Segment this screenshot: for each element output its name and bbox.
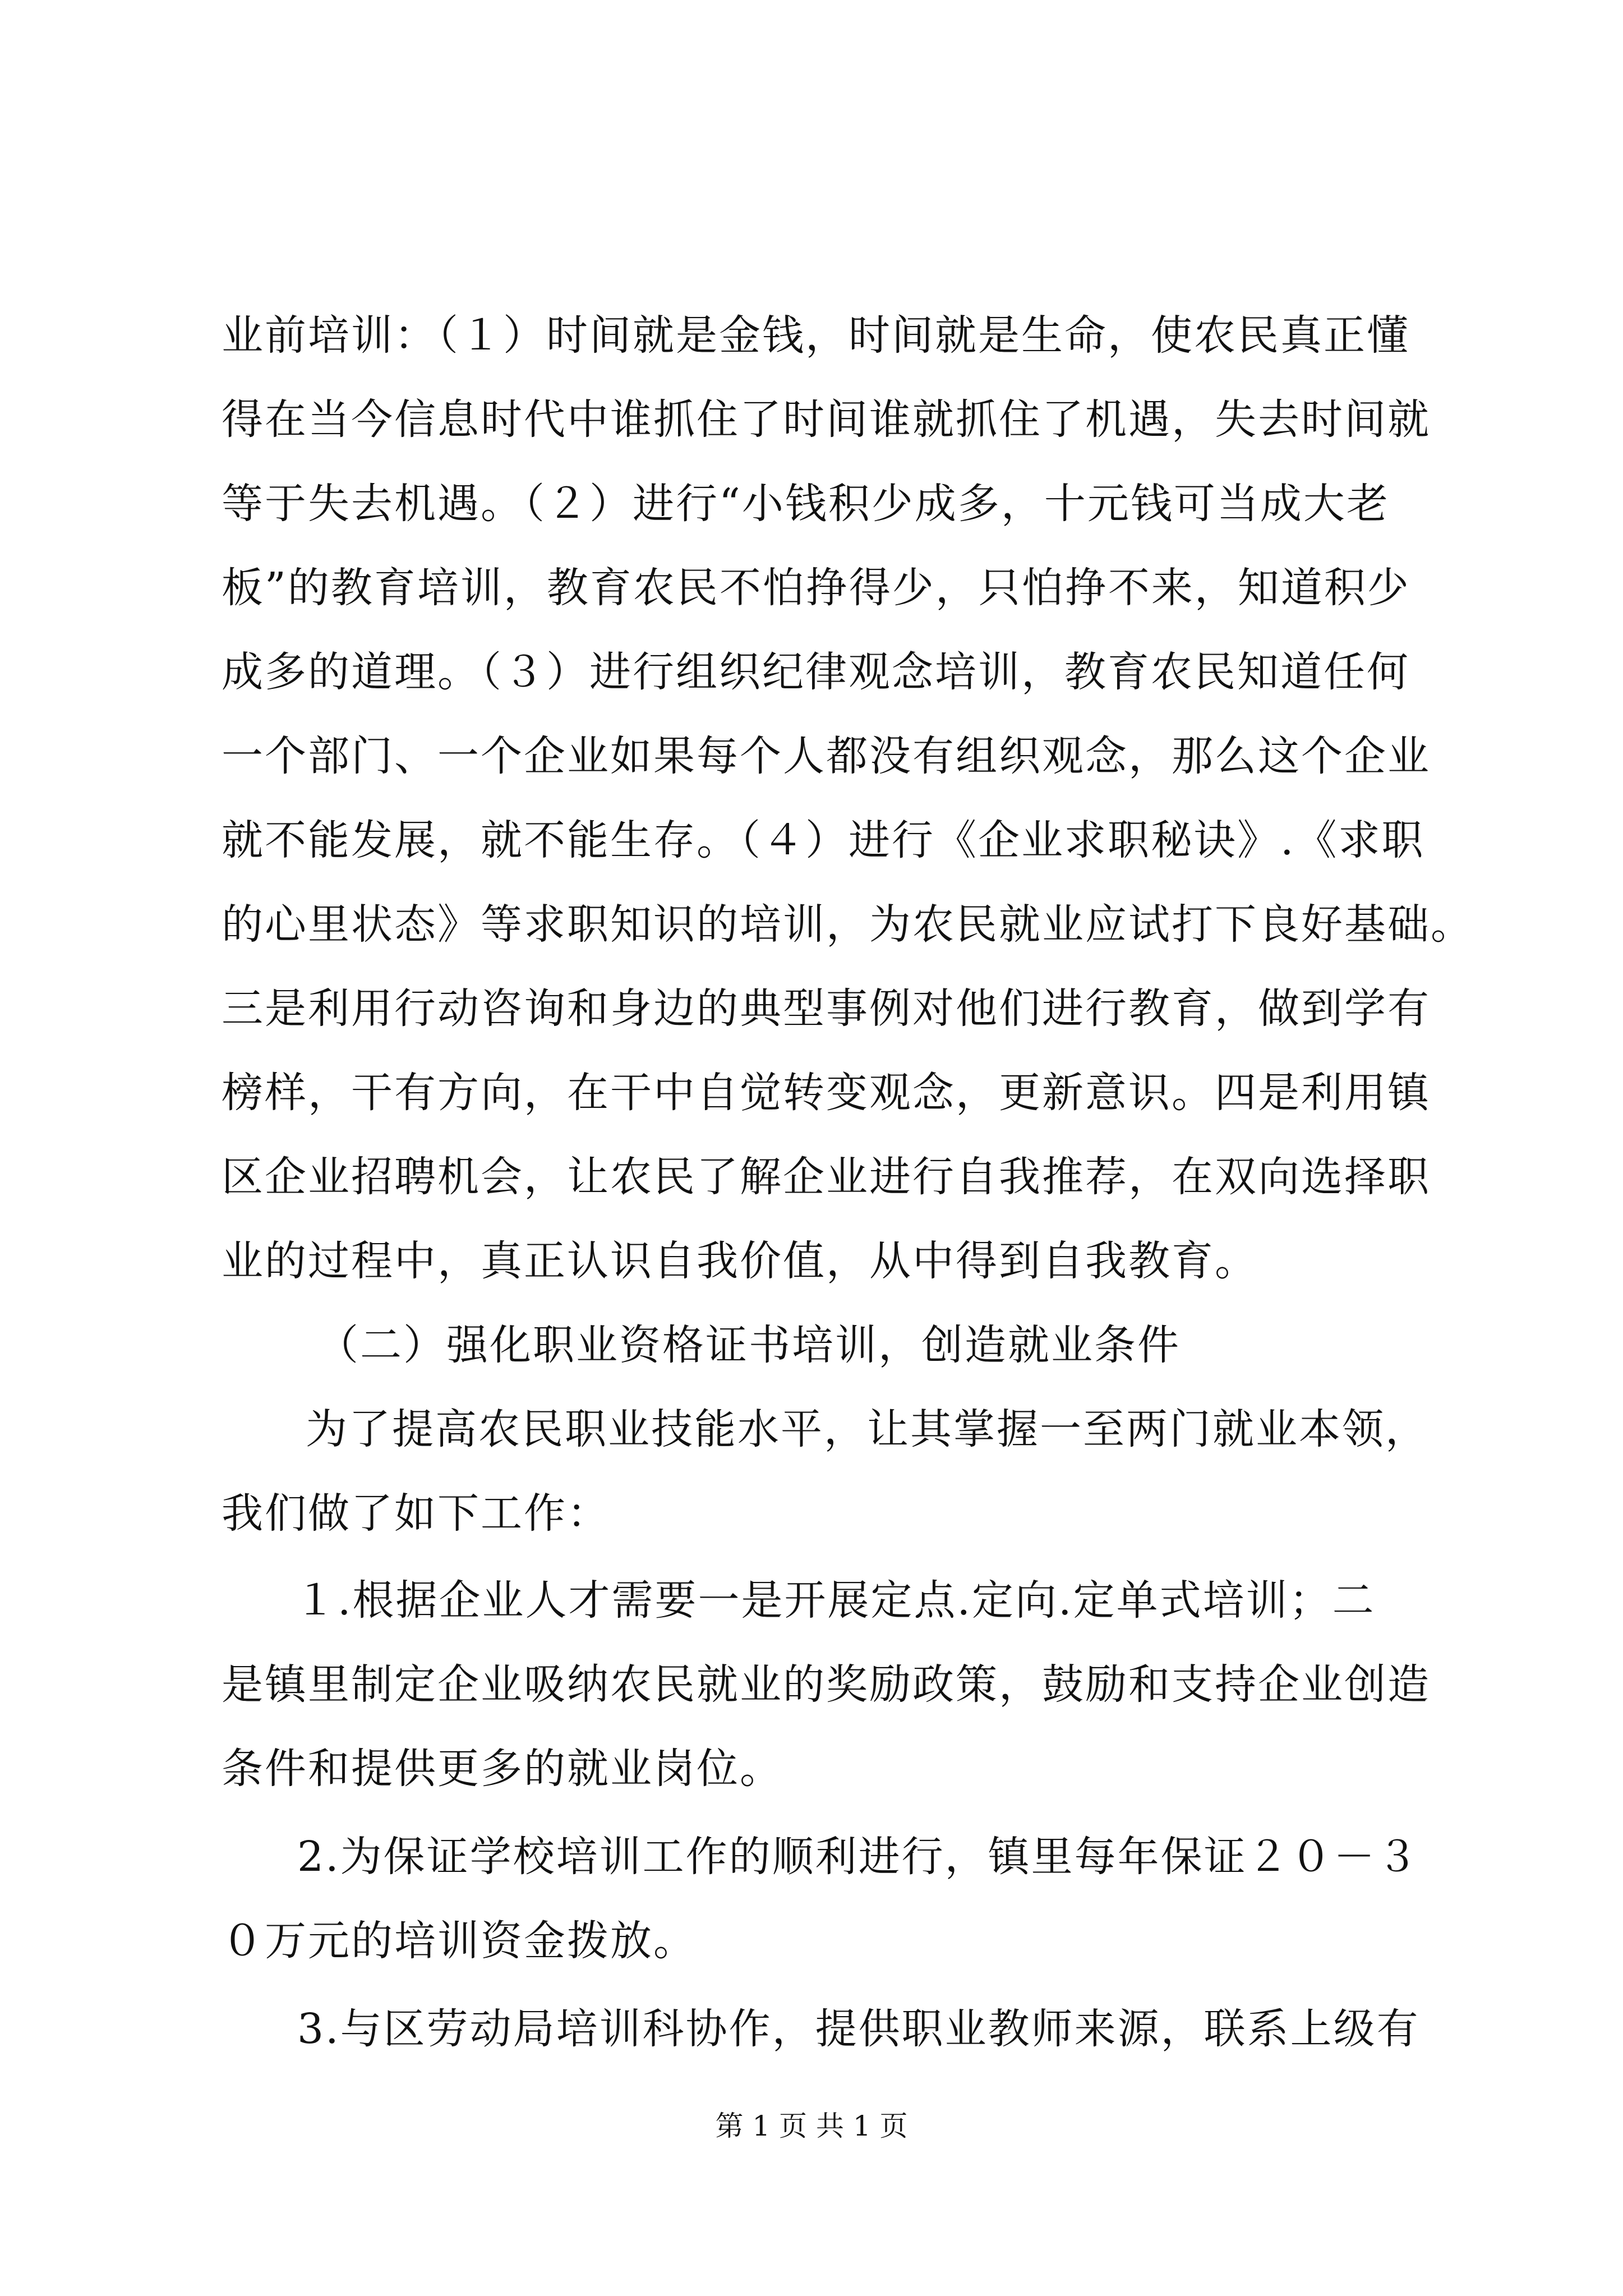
text-line: 条件和提供更多的就业岗位。 [222,1745,783,1793]
text-line: 就不能发展，就不能生存。（４）进行《企业求职秘诀》.《求职 [222,816,1425,864]
text-line: 业的过程中，真正认识自我价值，从中得到自我教育。 [222,1237,1258,1285]
list-item-text: 3.与区劳动局培训科协作，提供职业教师来源，联系上级有 [297,2005,1420,2053]
text-line: ０万元的培训资金拨放。 [222,1917,697,1965]
text-line: 区企业招聘机会，让农民了解企业进行自我推荐，在双向选择职 [222,1153,1431,1201]
text-line: 是镇里制定企业吸纳农民就业的奖励政策，鼓励和支持企业创造 [222,1660,1431,1709]
text-line: 我们做了如下工作： [222,1489,610,1538]
list-item-text: 2.为保证学校培训工作的顺利进行，镇里每年保证２０－３ [297,1833,1420,1881]
text-line: 三是利用行动咨询和身边的典型事例对他们进行教育，做到学有 [222,984,1431,1033]
text-line: 一个部门、一个企业如果每个人都没有组织观念，那么这个企业 [222,732,1431,780]
text-line: 业前培训：（１）时间就是金钱，时间就是生命，使农民真正懂 [222,311,1410,360]
text-line: 板”的教育培训，教育农民不怕挣得少，只怕挣不来，知道积少 [222,564,1410,612]
text-line: 得在当今信息时代中谁抓住了时间谁就抓住了机遇，失去时间就 [222,395,1431,444]
section-heading: （二）强化职业资格证书培训，创造就业条件 [317,1321,1181,1369]
text-line: 等于失去机遇。（２）进行“小钱积少成多，十元钱可当成大老 [222,480,1390,528]
text-line: 的心里状态》等求职知识的培训，为农民就业应试打下良好基础。 [222,900,1474,949]
text-line: 榜样，干有方向，在干中自觉转变观念，更新意识。四是利用镇 [222,1069,1431,1117]
page-number-footer: 第 1 页 共 1 页 [715,2110,908,2142]
text-line: 成多的道理。（３）进行组织纪律观念培训，教育农民知道任何 [222,648,1410,696]
text-line: 为了提高农民职业技能水平，让其掌握一至两门就业本领， [306,1405,1428,1453]
list-item-text: １.根据企业人才需要一是开展定点.定向.定单式培训；二 [294,1576,1376,1625]
